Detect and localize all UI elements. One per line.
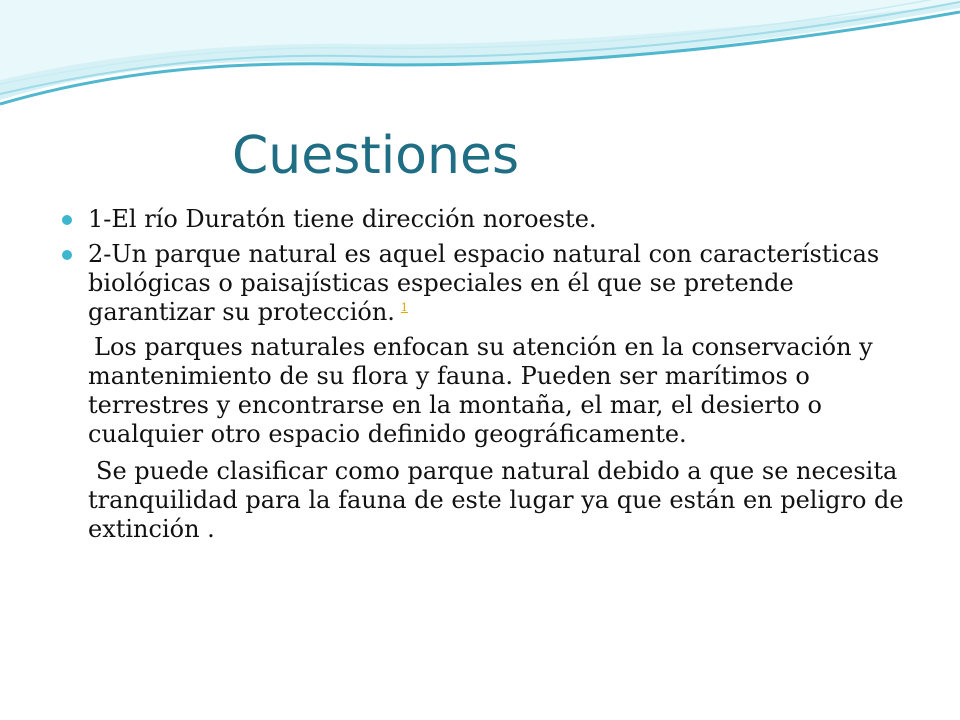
paragraph-2: Se puede clasificar como parque natural debido a que se necesita tranquilidad para la fauna de este lugar ya que están en peligro de extinción . <box>88 457 904 543</box>
bullet-dot-icon <box>62 215 72 225</box>
bullet-item-2 <box>60 240 920 327</box>
slide-body <box>60 205 920 552</box>
bullet-text-2: 2-Un parque natural es aquel espacio natural con características biológicas o paisajísticas especiales en él que se pretende garantizar su protección. <box>88 240 880 326</box>
paragraph-1: Los parques naturales enfocan su atención en la conservación y mantenimiento de su flora y fauna. Pueden ser marítimos o terrestres y encontrarse en la montaña, el mar, el desierto o cualquier otro espacio definido geográficamente. <box>88 333 873 448</box>
bullet-text-1: 1-El río Duratón tiene dirección noroeste. <box>88 205 597 233</box>
bullet-dot-icon <box>62 250 72 260</box>
decorative-wave-header <box>0 0 960 110</box>
footnote-link[interactable]: 1 <box>400 301 408 314</box>
slide-title: Cuestiones <box>232 126 520 186</box>
bullet-item-1 <box>60 205 920 234</box>
